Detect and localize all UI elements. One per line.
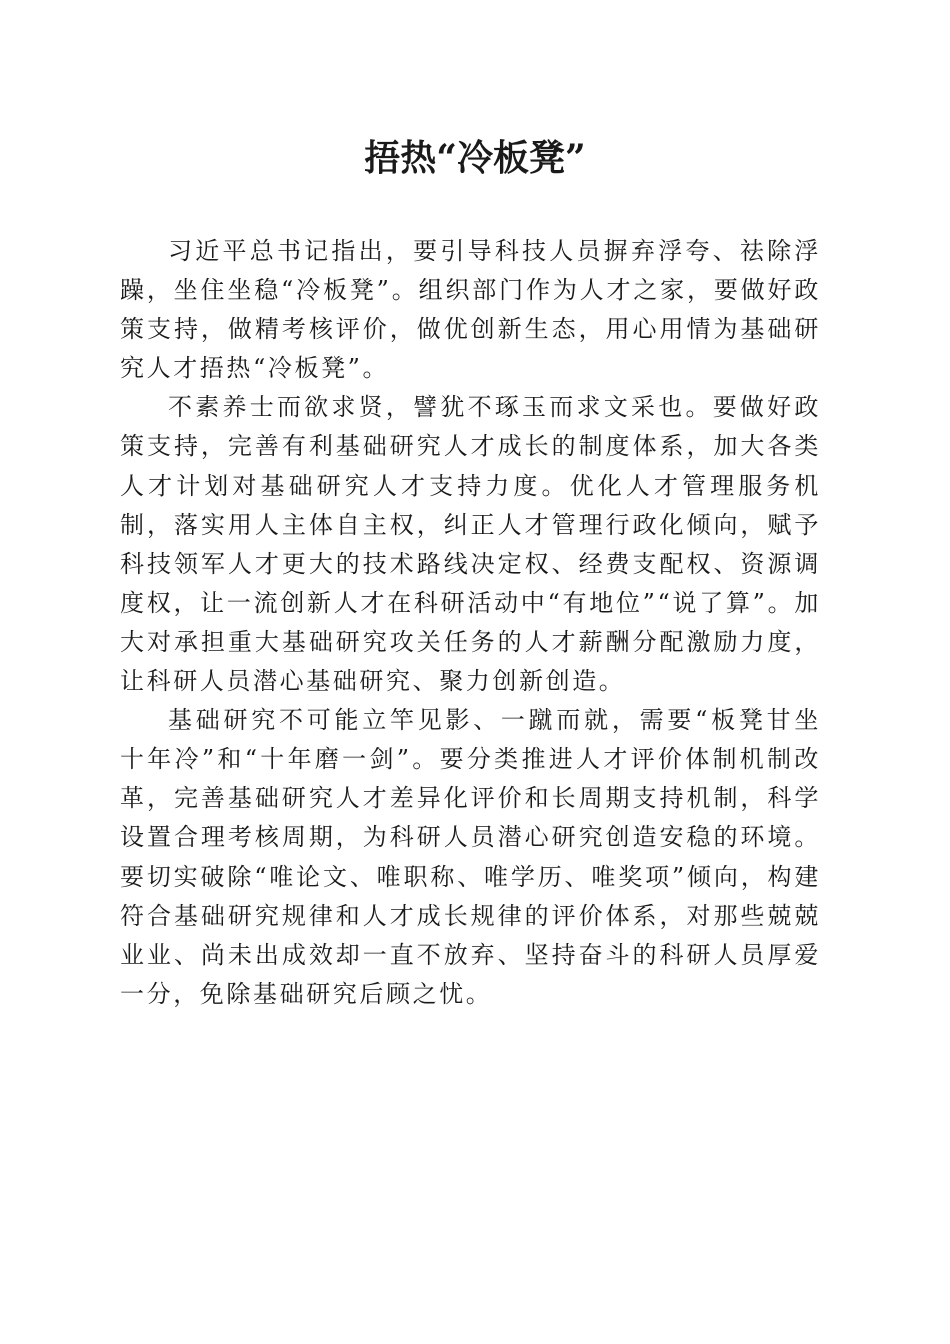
paragraph-3: 基础研究不可能立竿见影、一蹴而就，需要“板凳甘坐十年冷”和“十年磨一剑”。要分类推进人才评价体制机制改革，完善基础研究人才差异化评价和长周期支持机制，科学设置合理考核周期，为科研人员潜心研究创造安稳的环境。要切实破除“唯论文、唯职称、唯学历、唯奖项”倾向，构建符合基础研究规律和人才成长规律的评价体系，对那些兢兢业业、尚未出成效却一直不放弃、坚持奋斗的科研人员厚爱一分，免除基础研究后顾之忧。 — [120, 706, 821, 1008]
document-title: 捂热“冷板凳” — [364, 137, 586, 179]
paragraph-1: 习近平总书记指出，要引导科技人员摒弃浮夸、祛除浮躁，坐住坐稳“冷板凳”。组织部门作为人才之家，要做好政策支持，做精考核评价，做优创新生态，用心用情为基础研究人才捂热“冷板凳”。 — [120, 237, 821, 383]
document-body — [120, 232, 821, 1014]
paragraph-2: 不素养士而欲求贤，譬犹不琢玉而求文采也。要做好政策支持，完善有利基础研究人才成长的制度体系，加大各类人才计划对基础研究人才支持力度。优化人才管理服务机制，落实用人主体自主权，纠正人才管理行政化倾向，赋予科技领军人才更大的技术路线决定权、经费支配权、资源调度权，让一流创新人才在科研活动中“有地位”“说了算”。加大对承担重大基础研究攻关任务的人才薪酬分配激励力度，让科研人员潜心基础研究、聚力创新创造。 — [120, 393, 821, 696]
